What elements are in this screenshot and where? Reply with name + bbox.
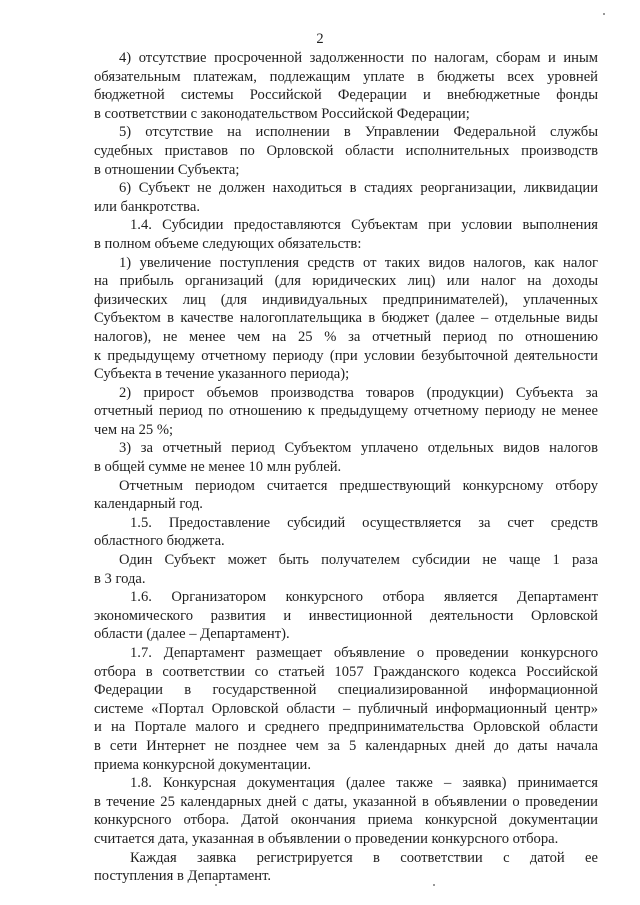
text-line: в общей сумме не менее 10 млн рублей.: [94, 459, 342, 476]
text-line: 3) за отчетный период Субъектом уплачено отдельных видов налогов: [119, 440, 598, 457]
text-line: календарный год.: [94, 496, 203, 513]
text-line: в соответствии с законодательством Российской Федерации;: [94, 105, 470, 122]
scan-speck: [603, 13, 605, 15]
text-line: Субъектом в качестве налогоплательщика в бюджет (далее – отдельные виды: [94, 310, 598, 327]
page-number: 2: [316, 31, 324, 47]
text-line: физических лиц (для индивидуальных предпринимателей), уплаченных: [94, 291, 598, 308]
text-line: приема конкурсной документации.: [94, 756, 311, 773]
text-line: 1.5. Предоставление субсидий осуществляется за счет средств: [130, 514, 598, 531]
text-line: или банкротства.: [94, 198, 200, 215]
text-line: 5) отсутствие на исполнении в Управлении Федеральной службы: [119, 124, 598, 141]
text-line: системе «Портал Орловской области – публичный информационный центр»: [94, 700, 598, 717]
text-line: Субъекта в течение указанного периода);: [94, 366, 350, 383]
text-line: 1.6. Организатором конкурсного отбора является Департамент: [130, 589, 598, 606]
document-body: [94, 49, 598, 886]
text-line: в отношении Субъекта;: [94, 161, 240, 178]
text-line: налогов), не менее чем на 25 % за отчетный период по отношению: [94, 328, 598, 345]
text-line: бюджетной системы Российской Федерации и внебюджетные фонды: [94, 87, 598, 104]
scan-speck: [433, 884, 435, 886]
text-line: Один Субъект может быть получателем субсидии не чаще 1 раза: [119, 552, 598, 569]
text-line: судебных приставов по Орловской области исполнительных производств: [94, 142, 598, 159]
text-line: считается дата, указанная в объявлении о проведении конкурсного отбора.: [94, 830, 559, 847]
text-line: в сети Интернет не позднее чем за 5 календарных дней до даты начала: [94, 737, 598, 754]
text-line: экономического развития и инвестиционной деятельности Орловской: [94, 607, 598, 624]
text-line: 1) увеличение поступления средств от таких видов налогов, как налог: [119, 254, 598, 271]
text-line: конкурсного отбора. Датой окончания приема конкурсной документации: [94, 812, 598, 829]
text-line: чем на 25 %;: [94, 421, 174, 438]
text-line: отчетный период по отношению к предыдущему отчетному периоду не менее: [94, 403, 598, 420]
scan-speck: [215, 884, 217, 886]
text-line: отбора в соответствии со статьей 1057 Гражданского кодекса Российской: [94, 663, 598, 680]
text-line: 1.4. Субсидии предоставляются Субъектам при условии выполнения: [130, 217, 598, 234]
text-line: областного бюджета.: [94, 533, 225, 550]
text-line: в течение 25 календарных дней с даты, указанной в объявлении о проведении: [94, 793, 598, 810]
text-line: в 3 года.: [94, 570, 146, 587]
text-line: 4) отсутствие просроченной задолженности по налогам, сборам и иным: [119, 50, 598, 66]
text-line: Федерации в государственной специализированной информационной: [94, 682, 598, 699]
text-line: обязательным платежам, подлежащим уплате в бюджеты всех уровней: [94, 68, 598, 85]
text-line: Каждая заявка регистрируется в соответствии с датой ее: [130, 849, 598, 866]
text-line: в полном объеме следующих обязательств:: [94, 235, 362, 252]
text-line: и на Портале малого и среднего предпринимательства Орловской области: [94, 719, 598, 736]
text-line: на прибыль организаций (для юридических лиц) или налог на доходы: [94, 273, 598, 290]
text-line: к предыдущему отчетному периоду (при условии безубыточной деятельности: [94, 347, 598, 364]
text-line: поступления в Департамент.: [94, 868, 272, 885]
text-line: 6) Субъект не должен находиться в стадиях реорганизации, ликвидации: [119, 180, 598, 197]
text-line: Отчетным периодом считается предшествующий конкурсному отбору: [119, 477, 598, 494]
text-line: 1.7. Департамент размещает объявление о проведении конкурсного: [130, 645, 598, 661]
text-line: области (далее – Департамент).: [94, 626, 290, 643]
text-line: 1.8. Конкурсная документация (далее также – заявка) принимается: [130, 775, 598, 792]
text-line: 2) прирост объемов производства товаров (продукции) Субъекта за: [119, 384, 598, 401]
